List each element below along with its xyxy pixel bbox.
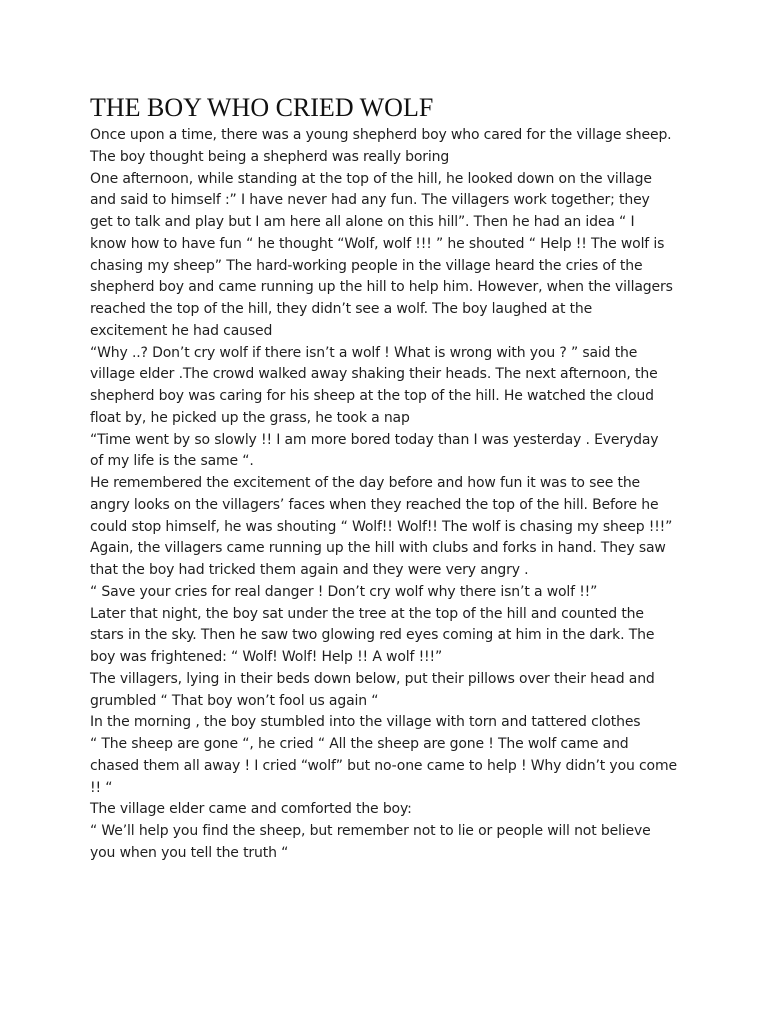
body-line: “ The sheep are gone “, he cried “ All the sheep are gone ! The wolf came and	[90, 736, 629, 752]
body-line: get to talk and play but I am here all alone on this hill”. Then he had an idea “ I	[90, 214, 635, 230]
body-line: “Why ..? Don’t cry wolf if there isn’t a wolf ! What is wrong with you ? ” said the	[90, 344, 638, 361]
body-line: float by, he picked up the grass, he took a nap	[90, 409, 410, 426]
document-title: THE BOY WHO CRIED WOLF	[90, 93, 434, 122]
body-line: “Time went by so slowly !! I am more bored today than I was yesterday . Everyday	[90, 431, 659, 448]
body-line: One afternoon, while standing at the top of the hill, he looked down on the village	[90, 170, 652, 187]
body-line: Once upon a time, there was a young shepherd boy who cared for the village sheep.	[90, 127, 672, 143]
body-line: and said to himself :” I have never had any fun. The villagers work together; they	[90, 192, 650, 209]
body-line: Again, the villagers came running up the hill with clubs and forks in hand. They saw	[90, 540, 666, 557]
body-line: The villagers, lying in their beds down below, put their pillows over their head and	[90, 670, 655, 687]
body-line: The boy thought being a shepherd was really boring	[90, 148, 450, 165]
body-line: !! “	[90, 779, 113, 796]
body-line: He remembered the excitement of the day before and how fun it was to see the	[90, 475, 641, 491]
body-line: The village elder came and comforted the boy:	[90, 801, 412, 818]
body-line: reached the top of the hill, they didn’t see a wolf. The boy laughed at the	[90, 301, 593, 317]
body-line: “ Save your cries for real danger ! Don’t cry wolf why there isn’t a wolf !!”	[90, 583, 598, 600]
body-line: that the boy had tricked them again and they were very angry .	[90, 562, 529, 578]
document-page	[90, 92, 690, 865]
body-line: you when you tell the truth “	[90, 844, 289, 861]
body-line: of my life is the same “.	[90, 453, 254, 470]
body-line: shepherd boy was caring for his sheep at the top of the hill. He watched the cloud	[90, 388, 654, 404]
body-line: shepherd boy and came running up the hill to help him. However, when the villagers	[90, 279, 673, 296]
body-line: excitement he had caused	[90, 322, 273, 339]
body-line: stars in the sky. Then he saw two glowing red eyes coming at him in the dark. The	[90, 627, 655, 644]
body-line: boy was frightened: “ Wolf! Wolf! Help !! A wolf !!!”	[90, 649, 443, 665]
body-line: Later that night, the boy sat under the tree at the top of the hill and counted the	[90, 605, 644, 622]
body-line: village elder .The crowd walked away shaking their heads. The next afternoon, the	[90, 366, 658, 383]
body-line: know how to have fun “ he thought “Wolf, wolf !!! ” he shouted “ Help !! The wolf is	[90, 235, 665, 252]
body-line: chased them all away ! I cried “wolf” but no-one came to help ! Why didn’t you come	[90, 757, 677, 774]
body-line: “ We’ll help you find the sheep, but remember not to lie or people will not believe	[90, 823, 651, 839]
body-line: angry looks on the villagers’ faces when they reached the top of the hill. Before he	[90, 496, 659, 513]
body-line: could stop himself, he was shouting “ Wolf!! Wolf!! The wolf is chasing my sheep !!!”	[90, 518, 673, 535]
document-body	[90, 125, 690, 865]
body-line: chasing my sheep” The hard-working people in the village heard the cries of the	[90, 257, 643, 274]
body-line: In the morning , the boy stumbled into the village with torn and tattered clothes	[90, 714, 641, 731]
body-line: grumbled “ That boy won’t fool us again “	[90, 692, 379, 709]
